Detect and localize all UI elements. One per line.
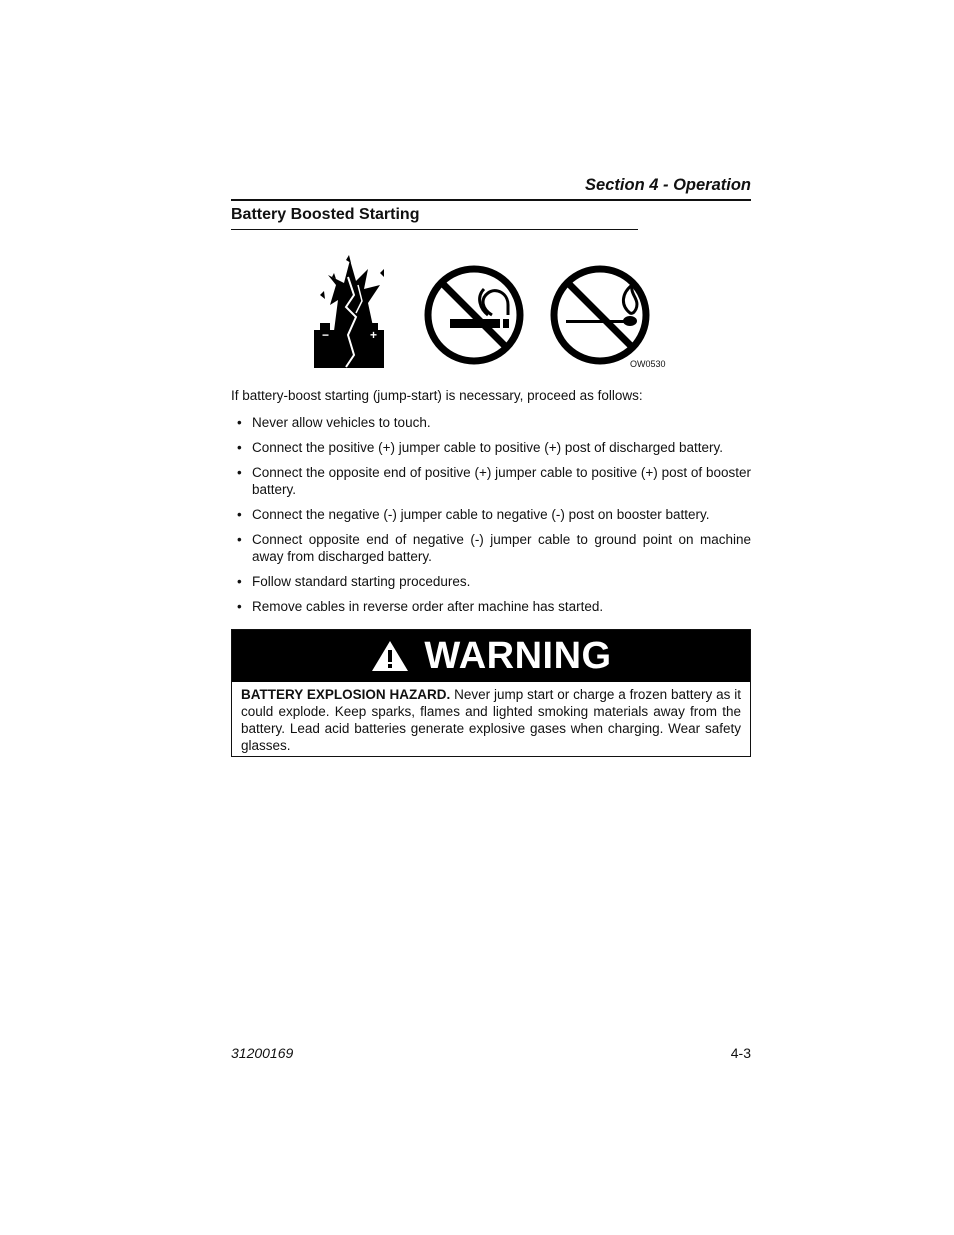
warning-box <box>231 629 751 757</box>
safety-figure <box>300 255 680 375</box>
list-item <box>231 464 751 498</box>
no-flames-icon <box>548 263 652 367</box>
figure-code: OW0530 <box>630 359 666 369</box>
warning-triangle-icon <box>370 639 410 673</box>
list-item <box>231 439 751 456</box>
battery-minus-label: − <box>322 328 330 342</box>
bullet: • <box>237 415 242 430</box>
page-title: Battery Boosted Starting <box>231 206 638 230</box>
battery-plus-label: + <box>370 328 378 342</box>
bullet: • <box>237 599 242 614</box>
warning-body: Never jump start or charge a frozen battery as it could explode. Keep sparks, flames and lighted smoking materials away from the battery. Lead acid batteries generate explosive gases when charging. Wear safety glasses. <box>241 687 742 753</box>
step-text: Remove cables in reverse order after machine has started. <box>252 599 604 614</box>
step-text: Follow standard starting procedures. <box>252 574 471 589</box>
page-number: 4-3 <box>730 1045 751 1061</box>
bullet: • <box>237 574 242 589</box>
intro-text: If battery-boost starting (jump-start) is necessary, proceed as follows: <box>231 388 643 403</box>
step-text: Connect the opposite end of positive (+) jumper cable to positive (+) post of booster battery. <box>252 465 751 497</box>
warning-text <box>232 682 750 754</box>
warning-label: WARNING <box>424 634 612 677</box>
list-item <box>231 414 751 431</box>
bullet: • <box>237 465 242 480</box>
bullet: • <box>237 532 242 547</box>
list-item <box>231 598 751 615</box>
warning-banner <box>232 630 750 682</box>
list-item <box>231 531 751 565</box>
section-header: Section 4 - Operation <box>231 176 751 201</box>
battery-explosion-icon <box>310 255 400 370</box>
hazard-title: BATTERY EXPLOSION HAZARD. <box>241 687 451 702</box>
procedure-list <box>231 414 751 623</box>
bullet: • <box>237 440 242 455</box>
step-text: Connect the negative (-) jumper cable to negative (-) post on booster battery. <box>252 507 710 522</box>
list-item <box>231 573 751 590</box>
document-number: 31200169 <box>231 1045 294 1061</box>
step-text: Never allow vehicles to touch. <box>252 415 431 430</box>
bullet: • <box>237 507 242 522</box>
step-text: Connect opposite end of negative (-) jumper cable to ground point on machine away from discharged battery. <box>252 532 751 564</box>
list-item <box>231 506 751 523</box>
no-smoking-icon <box>422 263 526 367</box>
step-text: Connect the positive (+) jumper cable to positive (+) post of discharged battery. <box>252 440 723 455</box>
